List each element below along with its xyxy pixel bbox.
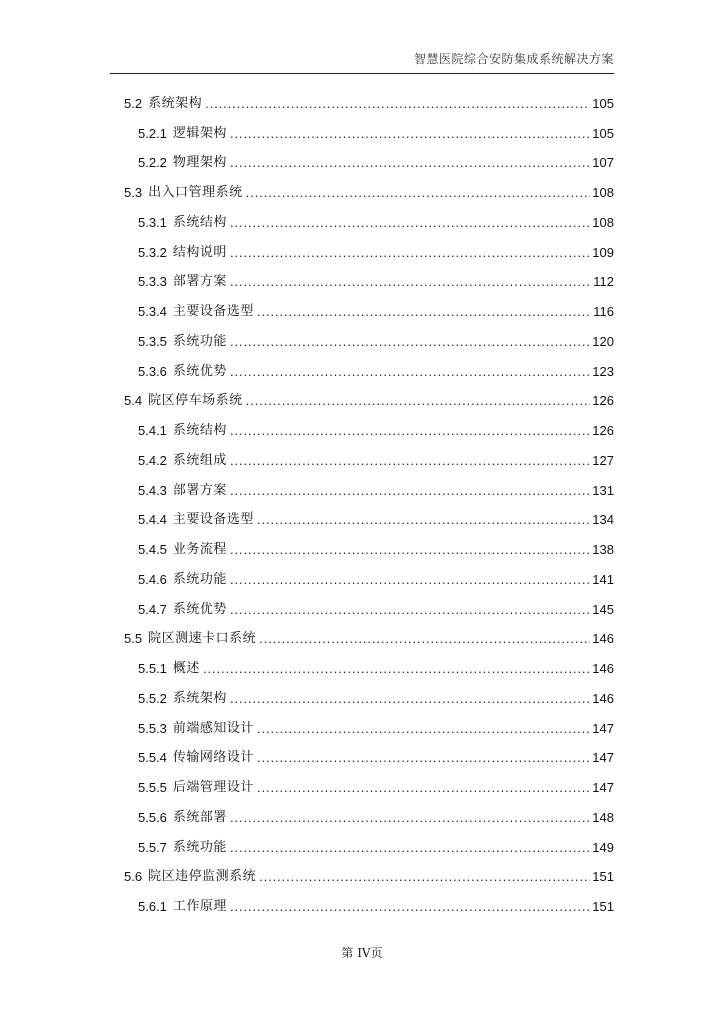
toc-entry-number: 5.6 xyxy=(124,869,143,885)
toc-entry-number: 5.5.5 xyxy=(138,780,167,796)
toc-entry[interactable] xyxy=(0,863,724,893)
toc-entry[interactable] xyxy=(0,327,724,357)
toc-entry[interactable] xyxy=(0,149,724,179)
toc-entry-page: 126 xyxy=(592,423,614,439)
toc-entry-page: 126 xyxy=(592,393,614,409)
toc-entry-number: 5.4 xyxy=(124,393,143,409)
toc-entry-page: 148 xyxy=(592,809,614,825)
toc-entry-title: 院区测速卡口系统 xyxy=(148,631,257,647)
toc-dot-leader xyxy=(246,393,591,409)
toc-entry-title: 概述 xyxy=(172,661,200,677)
toc-entry-title: 主要设备选型 xyxy=(172,512,254,528)
toc-entry[interactable] xyxy=(0,714,724,744)
toc-entry-number: 5.3.1 xyxy=(138,214,167,230)
toc-dot-leader xyxy=(230,155,590,171)
header-divider xyxy=(110,73,614,74)
toc-entry[interactable] xyxy=(0,178,724,208)
toc-entry-page: 147 xyxy=(592,780,614,796)
toc-entry-title: 主要设备选型 xyxy=(172,304,254,320)
toc-entry-page: 141 xyxy=(592,571,614,587)
toc-entry[interactable] xyxy=(0,416,724,446)
toc-entry-title: 系统功能 xyxy=(172,839,227,855)
toc-dot-leader xyxy=(230,572,590,588)
toc-dot-leader xyxy=(230,691,590,707)
toc-dot-leader xyxy=(230,334,590,350)
toc-entry[interactable] xyxy=(0,476,724,506)
toc-entry[interactable] xyxy=(0,684,724,714)
toc-dot-leader xyxy=(257,512,590,528)
toc-entry-page: 146 xyxy=(592,661,614,677)
toc-entry[interactable] xyxy=(0,89,724,119)
toc-entry-number: 5.5.4 xyxy=(138,750,167,766)
toc-entry[interactable] xyxy=(0,803,724,833)
toc-entry[interactable] xyxy=(0,595,724,625)
toc-entry[interactable] xyxy=(0,535,724,565)
toc-dot-leader xyxy=(257,721,590,737)
toc-entry-title: 出入口管理系统 xyxy=(148,185,243,201)
toc-entry[interactable] xyxy=(0,654,724,684)
toc-entry[interactable] xyxy=(0,833,724,863)
toc-entry[interactable] xyxy=(0,297,724,327)
toc-entry-number: 5.3.3 xyxy=(138,274,167,290)
toc-entry-page: 112 xyxy=(593,274,614,290)
toc-dot-leader xyxy=(205,96,590,112)
toc-entry-number: 5.4.1 xyxy=(138,423,167,439)
toc-entry-title: 系统优势 xyxy=(172,601,227,617)
toc-entry-title: 业务流程 xyxy=(172,542,227,558)
toc-entry-number: 5.3.6 xyxy=(138,363,167,379)
toc-entry-number: 5.4.3 xyxy=(138,482,167,498)
toc-entry-number: 5.4.4 xyxy=(138,512,167,528)
toc-entry[interactable] xyxy=(0,625,724,655)
toc-entry[interactable] xyxy=(0,387,724,417)
toc-dot-leader xyxy=(230,453,590,469)
toc-entry-number: 5.3.2 xyxy=(138,244,167,260)
toc-dot-leader xyxy=(230,274,591,290)
page-number: 第 IV页 xyxy=(341,946,383,960)
toc-dot-leader xyxy=(257,780,590,796)
toc-entry[interactable] xyxy=(0,506,724,536)
toc-entry-page: 107 xyxy=(592,155,614,171)
toc-dot-leader xyxy=(259,631,590,647)
toc-entry-title: 系统功能 xyxy=(172,571,227,587)
toc-dot-leader xyxy=(257,750,590,766)
toc-entry-title: 部署方案 xyxy=(172,274,227,290)
toc-dot-leader xyxy=(259,869,590,885)
toc-dot-leader xyxy=(230,542,590,558)
page-header-title: 智慧医院综合安防集成系统解决方案 xyxy=(413,52,614,66)
toc-entry-title: 系统结构 xyxy=(172,423,227,439)
toc-entry-page: 146 xyxy=(592,631,614,647)
toc-entry-title: 系统功能 xyxy=(172,333,227,349)
toc-entry-title: 结构说明 xyxy=(172,244,227,260)
toc-dot-leader xyxy=(230,602,590,618)
toc-dot-leader xyxy=(230,483,590,499)
toc-entry-number: 5.5.3 xyxy=(138,720,167,736)
toc-entry-number: 5.3.5 xyxy=(138,333,167,349)
toc-entry-title: 系统架构 xyxy=(148,95,203,111)
toc-entry-number: 5.2 xyxy=(124,95,143,111)
toc-entry-page: 108 xyxy=(592,214,614,230)
toc-dot-leader xyxy=(230,215,590,231)
toc-entry-title: 前端感知设计 xyxy=(172,720,254,736)
toc-entry-page: 146 xyxy=(592,690,614,706)
toc-entry[interactable] xyxy=(0,238,724,268)
toc-entry-title: 物理架构 xyxy=(172,155,227,171)
toc-entry[interactable] xyxy=(0,892,724,922)
toc-entry-page: 105 xyxy=(592,95,614,111)
toc-dot-leader xyxy=(246,185,591,201)
toc-entry[interactable] xyxy=(0,773,724,803)
toc-dot-leader xyxy=(203,661,590,677)
toc-entry-title: 院区停车场系统 xyxy=(148,393,243,409)
toc-dot-leader xyxy=(230,126,590,142)
toc-dot-leader xyxy=(230,810,590,826)
toc-entry-number: 5.4.5 xyxy=(138,542,167,558)
toc-entry-title: 系统架构 xyxy=(172,690,227,706)
toc-entry-title: 系统部署 xyxy=(172,809,227,825)
toc-entry-page: 105 xyxy=(592,125,614,141)
toc-entry-page: 108 xyxy=(592,185,614,201)
toc-entry-title: 院区违停监测系统 xyxy=(148,869,257,885)
toc-entry-number: 5.3 xyxy=(124,185,143,201)
table-of-contents xyxy=(0,89,724,922)
toc-entry-number: 5.2.1 xyxy=(138,125,167,141)
toc-entry-number: 5.4.6 xyxy=(138,571,167,587)
toc-entry[interactable] xyxy=(0,119,724,149)
toc-entry-number: 5.2.2 xyxy=(138,155,167,171)
toc-entry-page: 134 xyxy=(592,512,614,528)
toc-entry-title: 逻辑架构 xyxy=(172,125,227,141)
toc-entry[interactable] xyxy=(0,565,724,595)
toc-entry-page: 151 xyxy=(592,869,614,885)
toc-dot-leader xyxy=(230,364,590,380)
toc-entry[interactable] xyxy=(0,208,724,238)
toc-entry-number: 5.6.1 xyxy=(138,899,167,915)
toc-dot-leader xyxy=(230,840,590,856)
toc-dot-leader xyxy=(230,423,590,439)
toc-entry-number: 5.5.6 xyxy=(138,809,167,825)
toc-entry-number: 5.4.7 xyxy=(138,601,167,617)
toc-entry-page: 147 xyxy=(592,720,614,736)
toc-dot-leader xyxy=(257,304,591,320)
toc-entry-title: 部署方案 xyxy=(172,482,227,498)
toc-entry[interactable] xyxy=(0,268,724,298)
toc-dot-leader xyxy=(230,899,590,915)
toc-entry-page: 109 xyxy=(592,244,614,260)
toc-entry-page: 123 xyxy=(592,363,614,379)
toc-dot-leader xyxy=(230,245,590,261)
toc-entry-page: 151 xyxy=(592,899,614,915)
toc-entry[interactable] xyxy=(0,744,724,774)
toc-entry-page: 116 xyxy=(593,304,614,320)
toc-entry-number: 5.5.7 xyxy=(138,839,167,855)
toc-entry-number: 5.5.1 xyxy=(138,661,167,677)
toc-entry-number: 5.5 xyxy=(124,631,143,647)
toc-entry-page: 138 xyxy=(592,542,614,558)
toc-entry-number: 5.5.2 xyxy=(138,690,167,706)
toc-entry-title: 系统结构 xyxy=(172,214,227,230)
toc-entry-page: 120 xyxy=(592,333,614,349)
toc-entry-number: 5.4.2 xyxy=(138,452,167,468)
toc-entry[interactable] xyxy=(0,357,724,387)
toc-entry-page: 145 xyxy=(592,601,614,617)
toc-entry-page: 147 xyxy=(592,750,614,766)
toc-entry-page: 149 xyxy=(592,839,614,855)
toc-entry-number: 5.3.4 xyxy=(138,304,167,320)
toc-entry[interactable] xyxy=(0,446,724,476)
toc-entry-page: 131 xyxy=(592,482,614,498)
toc-entry-title: 后端管理设计 xyxy=(172,780,254,796)
toc-entry-page: 127 xyxy=(592,452,614,468)
toc-entry-title: 系统优势 xyxy=(172,363,227,379)
toc-entry-title: 传输网络设计 xyxy=(172,750,254,766)
toc-entry-title: 系统组成 xyxy=(172,452,227,468)
toc-entry-title: 工作原理 xyxy=(172,899,227,915)
